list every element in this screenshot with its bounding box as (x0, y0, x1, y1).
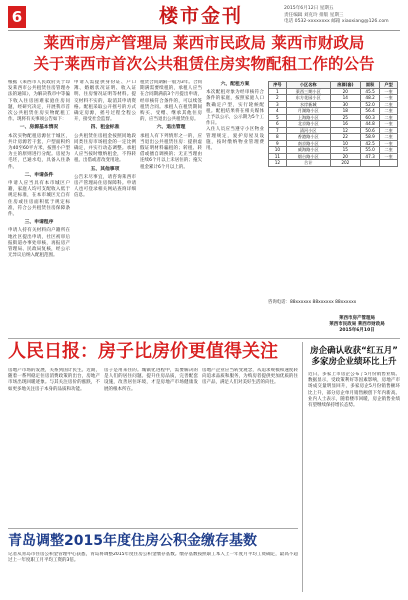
main-article-col2 (74, 80, 136, 338)
paragraph: 房地产企业应当转变观念，从追求规模和速度转向追求品质和服务，为购房者提供更加优质的住房产品，满足人们对美好生活的向往。 (202, 368, 298, 386)
article2-col3 (202, 368, 298, 528)
table-cell: 50.6 (360, 127, 379, 134)
table-cell: 56.4 (360, 108, 379, 115)
paragraph: 近日，多家上市房企公布了5月份销售业绩。数据显示，受政策利好等因素影响，房地产市场成交量明显回升，多家房企5月份销售额环比上升，部分房企单月销售额创下年内新高。业内人士表示，随着楼市回暖，房企销售业绩有望继续保持增长态势。 (308, 372, 400, 409)
table-cell: 二室 (380, 147, 398, 154)
table-cell: 4 (269, 108, 287, 115)
section-divider (8, 528, 298, 529)
subheading: 一、房源基本情况 (19, 125, 59, 131)
signature-line2: 莱西市民政局 莱西市财政局 (329, 322, 385, 328)
table-cell: 22 (330, 134, 360, 141)
main-headline-line2: 关于莱西市首次公共租赁住房实物配租工作的公告 (33, 55, 375, 73)
paragraph: 公共租赁住房租金按照同地段同类住房市场租金的一定比例确定，并实行动态调整。承租人应当按时缴纳租金，不得转租、出借或者改变用途。 (74, 133, 136, 164)
subheading: 六、退出管理 (156, 125, 186, 131)
signature-line1: 莱西市房产管理局 (339, 316, 375, 321)
table-cell: 18 (330, 108, 360, 115)
table-cell: 30 (330, 101, 360, 108)
table-cell: 60.3 (360, 114, 379, 121)
table-cell (380, 160, 398, 167)
table-cell: 一室 (380, 88, 398, 95)
header-meta (284, 6, 402, 26)
article2-col1 (8, 368, 100, 528)
table-cell: 25 (330, 114, 360, 121)
table-cell: 北京路小区 (286, 121, 330, 128)
article3-headline: 房企确认收获“红五月” 多家房企业绩环比上升 (310, 346, 398, 367)
table-cell: 55.0 (360, 147, 379, 154)
paragraph: 房地产市场的发展，关系到国计民生。近期，随着一系列稳定住房消费政策的出台，房地产市场出现回暖迹象。与其关注房价的涨跌，不如更多地关注房子本身的品质和功能。 (8, 368, 100, 392)
table-cell: 6 (269, 121, 287, 128)
signature-date: 2015年6月10日 (339, 328, 375, 334)
table-cell: 清河小区 (286, 127, 330, 134)
table-cell: 14 (330, 95, 360, 102)
table-cell: 南京路小区 (286, 140, 330, 147)
page-header (0, 0, 408, 30)
table-cell: 8 (269, 134, 287, 141)
table-cell: 一室 (380, 95, 398, 102)
article4-body (8, 552, 298, 594)
paragraph: 承租人有下列情形之一的，应当退出公共租赁住房：提供虚假证明材料骗租的；转租、转借或擅自调换的；无正当理由连续6个月以上未居住的；拖欠租金累计6个月以上的。 (140, 133, 202, 170)
table-cell: 二室 (380, 108, 398, 115)
table-cell: 2 (269, 95, 287, 102)
table-cell: 威海路小区 (286, 147, 330, 154)
paragraph: 公告未尽事宜，请咨询莱西市房产管理局住房保障科。申请人也可登录相关网站查询详细信息。 (74, 174, 136, 199)
table-cell (360, 160, 379, 167)
article2-headline: 人民日报：房子比房价更值得关注 (8, 341, 278, 362)
table-cell: 10 (269, 147, 287, 154)
table-cell: 202 (330, 160, 360, 167)
table-header-cell: 房源(套) (330, 82, 360, 89)
paragraph: 根据《莱西市人民政府关于印发莱西市公共租赁住房管理办法的通知》，为解决我市中等偏下收入住房困难家庭住房问题，经研究决定，开展我市首次公共租赁住房实物配租工作。现将有关事项公告如下： (8, 80, 70, 123)
section-title: 楼市金刊 (158, 5, 243, 27)
table-cell: 52.0 (360, 101, 379, 108)
subheading: 三、申请程序 (24, 220, 54, 226)
table-cell: 47.3 (360, 153, 379, 160)
table-cell: 7 (269, 127, 287, 134)
table-cell: 合计 (286, 160, 330, 167)
column-divider (302, 342, 303, 592)
signature-block (314, 316, 400, 335)
subheading: 四、租金标准 (90, 125, 120, 131)
subheading: 六、配租方案 (220, 82, 250, 87)
housing-table (268, 81, 398, 167)
table-cell: 上海路小区 (286, 114, 330, 121)
table-cell: 1 (269, 88, 287, 95)
paragraph: 记者从青岛市住房公积金管理中心获悉，青岛将调整2015年度住房公积金缴存基数。缴存基数按照职工本人上一年度月平均工资确定，最高不超过上一年度职工月平均工资的3倍。 (8, 552, 298, 564)
table-cell: 一室 (380, 153, 398, 160)
table-cell: 16 (330, 121, 360, 128)
table-cell: 12 (330, 127, 360, 134)
paragraph: 申请人需提供身份证、户口簿、婚姻状况证明、收入证明、住房情况证明等材料。提交材料不实的，取消其申请资格。配租采取公开摇号的方式确定房源，摇号过程全程公开，接受社会监督。 (74, 80, 136, 123)
table-cell: 9 (269, 140, 287, 147)
table-cell: 20 (330, 88, 360, 95)
table-cell: 12 (269, 160, 287, 167)
main-headline-line1: 莱西市房产管理局 莱西市民政局 莱西市财政局 (43, 34, 365, 52)
table-header-cell: 面积 (360, 82, 379, 89)
table-cell: 二室 (380, 114, 398, 121)
table-cell: 烟台路小区 (286, 153, 330, 160)
paragraph: 租赁合同期限一般为3年。合同期满需要续租的，承租人应当在合同期满前3个月提出申请，经审核符合条件的，可以续签租赁合同。承租人在租赁期间购买、受赠、继承其他住房的，应当退出公共租赁住房。 (140, 80, 202, 123)
table-cell: 月湖路小区 (286, 108, 330, 115)
table-cell: 44.8 (360, 121, 379, 128)
main-headline (8, 33, 400, 75)
table-cell: 东方花园小区 (286, 95, 330, 102)
table-cell: 香港路小区 (286, 134, 330, 141)
page-number: 6 (8, 6, 26, 28)
article3-body (308, 372, 400, 592)
paragraph: 房子是用来住的。城镇化进程中，需要解决的是人们的居住问题。提升住房品质，完善配套设施，改善居住环境，才是房地产市场健康发展的根本所在。 (104, 368, 198, 392)
table-cell: 5 (269, 114, 287, 121)
table-header-cell: 户型 (380, 82, 398, 89)
table-cell: 二室 (380, 134, 398, 141)
header-meta-line1: 2015年6月12日 星期五 (284, 6, 334, 11)
housing-table-body (269, 88, 398, 166)
paragraph: 本次配租对象为经审核符合条件的家庭，按照家庭人口数确定户型，实行轮候配租。配租结果将在相关媒体上予以公示，公示期为5个工作日。 (206, 90, 264, 127)
article4-headline: 青岛调整2015年度住房公积金缴存基数 (8, 533, 257, 549)
paragraph: 入住人员应当遵守小区物业管理规定，爱护房屋及设施，按时缴纳物业管理费用。 (206, 127, 264, 152)
subheading: 五、其他事项 (90, 166, 120, 172)
main-article-col4 (206, 80, 264, 338)
table-cell: 莱西三期小区 (286, 88, 330, 95)
article2-col2 (104, 368, 198, 528)
table-cell: 一室 (380, 121, 398, 128)
table-cell: 11 (269, 153, 287, 160)
section-divider (8, 338, 400, 339)
subheading: 二、申请条件 (24, 172, 54, 178)
header-rule (8, 30, 400, 31)
table-cell: 一室 (380, 140, 398, 147)
main-article-col3 (140, 80, 202, 338)
table-header-cell: 序号 (269, 82, 287, 89)
table-header-cell: 小区名称 (286, 82, 330, 89)
table-cell: 20 (330, 153, 360, 160)
table-cell: 48.2 (360, 95, 379, 102)
table-cell: 二室 (380, 127, 398, 134)
paragraph: 申请人持有关材料向户籍所在地社区提出申请，社区初审后报街道办事处审核，再报房产管理局、民政局复核，经公示无异议后纳入配租范围。 (8, 228, 70, 259)
paragraph: 本次实物配租房源位于城区，共计房源若干套，户型面积约为40至60平方米，按照小户型为主的原则进行分配。房屋为毛坯，已通水电，具备入住条件。 (8, 133, 70, 170)
table-row (269, 160, 398, 167)
header-meta-line3: 电话 0532-xxxxxxxx 邮箱 xiaoxiang@126.com (284, 19, 389, 24)
table-cell: 3 (269, 101, 287, 108)
paragraph: 申请人应当具有本市城区户籍，家庭人均可支配收入低于规定标准，在本市城区无自有住房或住房面积低于规定标准，符合公共租赁住房保障条件。 (8, 181, 70, 218)
table-cell: 10 (330, 140, 360, 147)
table-cell: 58.9 (360, 134, 379, 141)
table-cell: 45.5 (360, 88, 379, 95)
table-cell: 15 (330, 147, 360, 154)
contact-phone: 咨询电话：88xxxxxx 88xxxxxx 88xxxxxx (268, 300, 357, 305)
main-article-col1 (8, 80, 70, 338)
header-meta-line2: 责任编辑 刘克玲 排版 星期三 (284, 12, 344, 18)
table-cell: 二室 (380, 101, 398, 108)
table-cell: 42.5 (360, 140, 379, 147)
table-cell: 水岸新城 (286, 101, 330, 108)
